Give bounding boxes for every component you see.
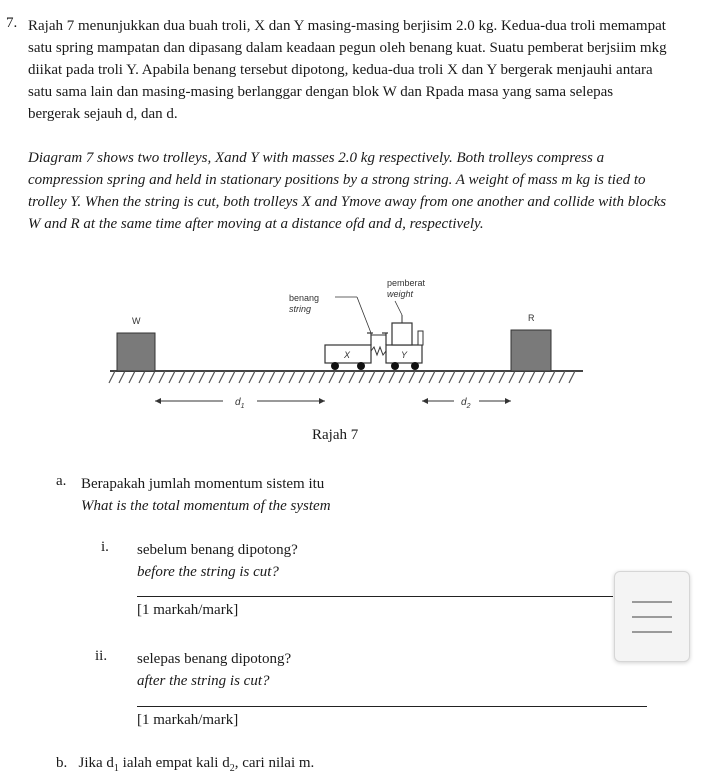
weight-block [392,323,412,345]
wheel [357,362,365,370]
part-b-text-after: , cari nilai m. [234,755,315,771]
part-a-question [81,473,331,517]
question-text-malay: Rajah 7 menunjukkan dua buah troli, X dan Y masing-masing berjisim 2.0 kg. Kedua-dua troli memampat satu spring mampatan dan dipasang dalam keadaan pegun oleh benang kuat. Suatu pemberat berjsiim mkg diikat pada troli Y. Apabila benang tersebut dipotong, kedua-dua troli X dan Y bergerak menjauhi antara satu sama lain dan masing-masing berlanggar dengan blok W dan Rpada masa yang sama selepas bergerak sejauh d, dan d. [28,18,667,122]
compression-spring [371,347,386,355]
part-b-sub2: 2 [229,763,235,774]
block-r [511,330,551,371]
question-text-english: Diagram 7 shows two trolleys, Xand Y with masses 2.0 kg respectively. Both trolleys compress a compression spring and held in stationary positions by a strong string. A weight of mass m kg is tied to trolley Y. When the string is cut, both trolleys X and Ymove away from one another and collide with blocks W and R at the same time after moving at a distance ofd and d, respectively. [28,150,667,232]
menu-bar [632,631,672,633]
answer-line-i[interactable] [137,596,613,597]
sub-i-question [137,539,298,583]
sub-i-numeral: i. [101,539,109,555]
part-b-sub1: 1 [113,763,119,774]
menu-bar [632,616,672,618]
sub-ii-question [137,648,291,692]
part-b-text-before: Jika d [78,755,114,771]
sub-ii-english: after the string is cut? [137,673,270,689]
pemberat-leader [395,301,402,315]
figure-caption: Rajah 7 [312,427,359,443]
sub-ii-malay: selepas benang dipotong? [137,651,292,667]
sub-ii-numeral: ii. [95,648,108,664]
marks-i: [1 markah/mark] [137,602,239,618]
menu-bar [632,601,672,603]
part-b-label: b. [56,755,68,771]
sub-i-english: before the string is cut? [137,564,279,580]
label-benang: benang [289,293,320,303]
block-w [117,333,155,371]
trolley-y-post [418,331,423,345]
label-pemberat: pemberat [387,278,426,288]
part-b-text-middle: ialah empat kali d [118,755,230,771]
hamburger-menu-icon[interactable] [614,571,690,662]
part-b-question [56,755,314,774]
label-r: R [528,313,535,323]
marks-ii: [1 markah/mark] [137,712,239,728]
label-w: W [132,316,141,326]
trolley-diagram [105,275,585,415]
sub-i-malay: sebelum benang dipotong? [137,542,298,558]
answer-line-ii[interactable] [137,706,647,707]
label-d2: $d_2$ [461,397,471,410]
label-y: Y [401,350,408,360]
wheel [331,362,339,370]
part-a-label: a. [56,473,67,489]
ground-hatching [109,371,575,383]
label-x: X [344,350,351,360]
wheel [411,362,419,370]
label-d1: $d_1$ [235,397,245,410]
label-string: string [289,304,312,314]
question-number: 7. [6,15,18,31]
label-weight: weight [387,289,414,299]
wheel [391,362,399,370]
part-a-english: What is the total momentum of the system [81,498,331,514]
part-a-malay: Berapakah jumlah momentum sistem itu [81,476,325,492]
